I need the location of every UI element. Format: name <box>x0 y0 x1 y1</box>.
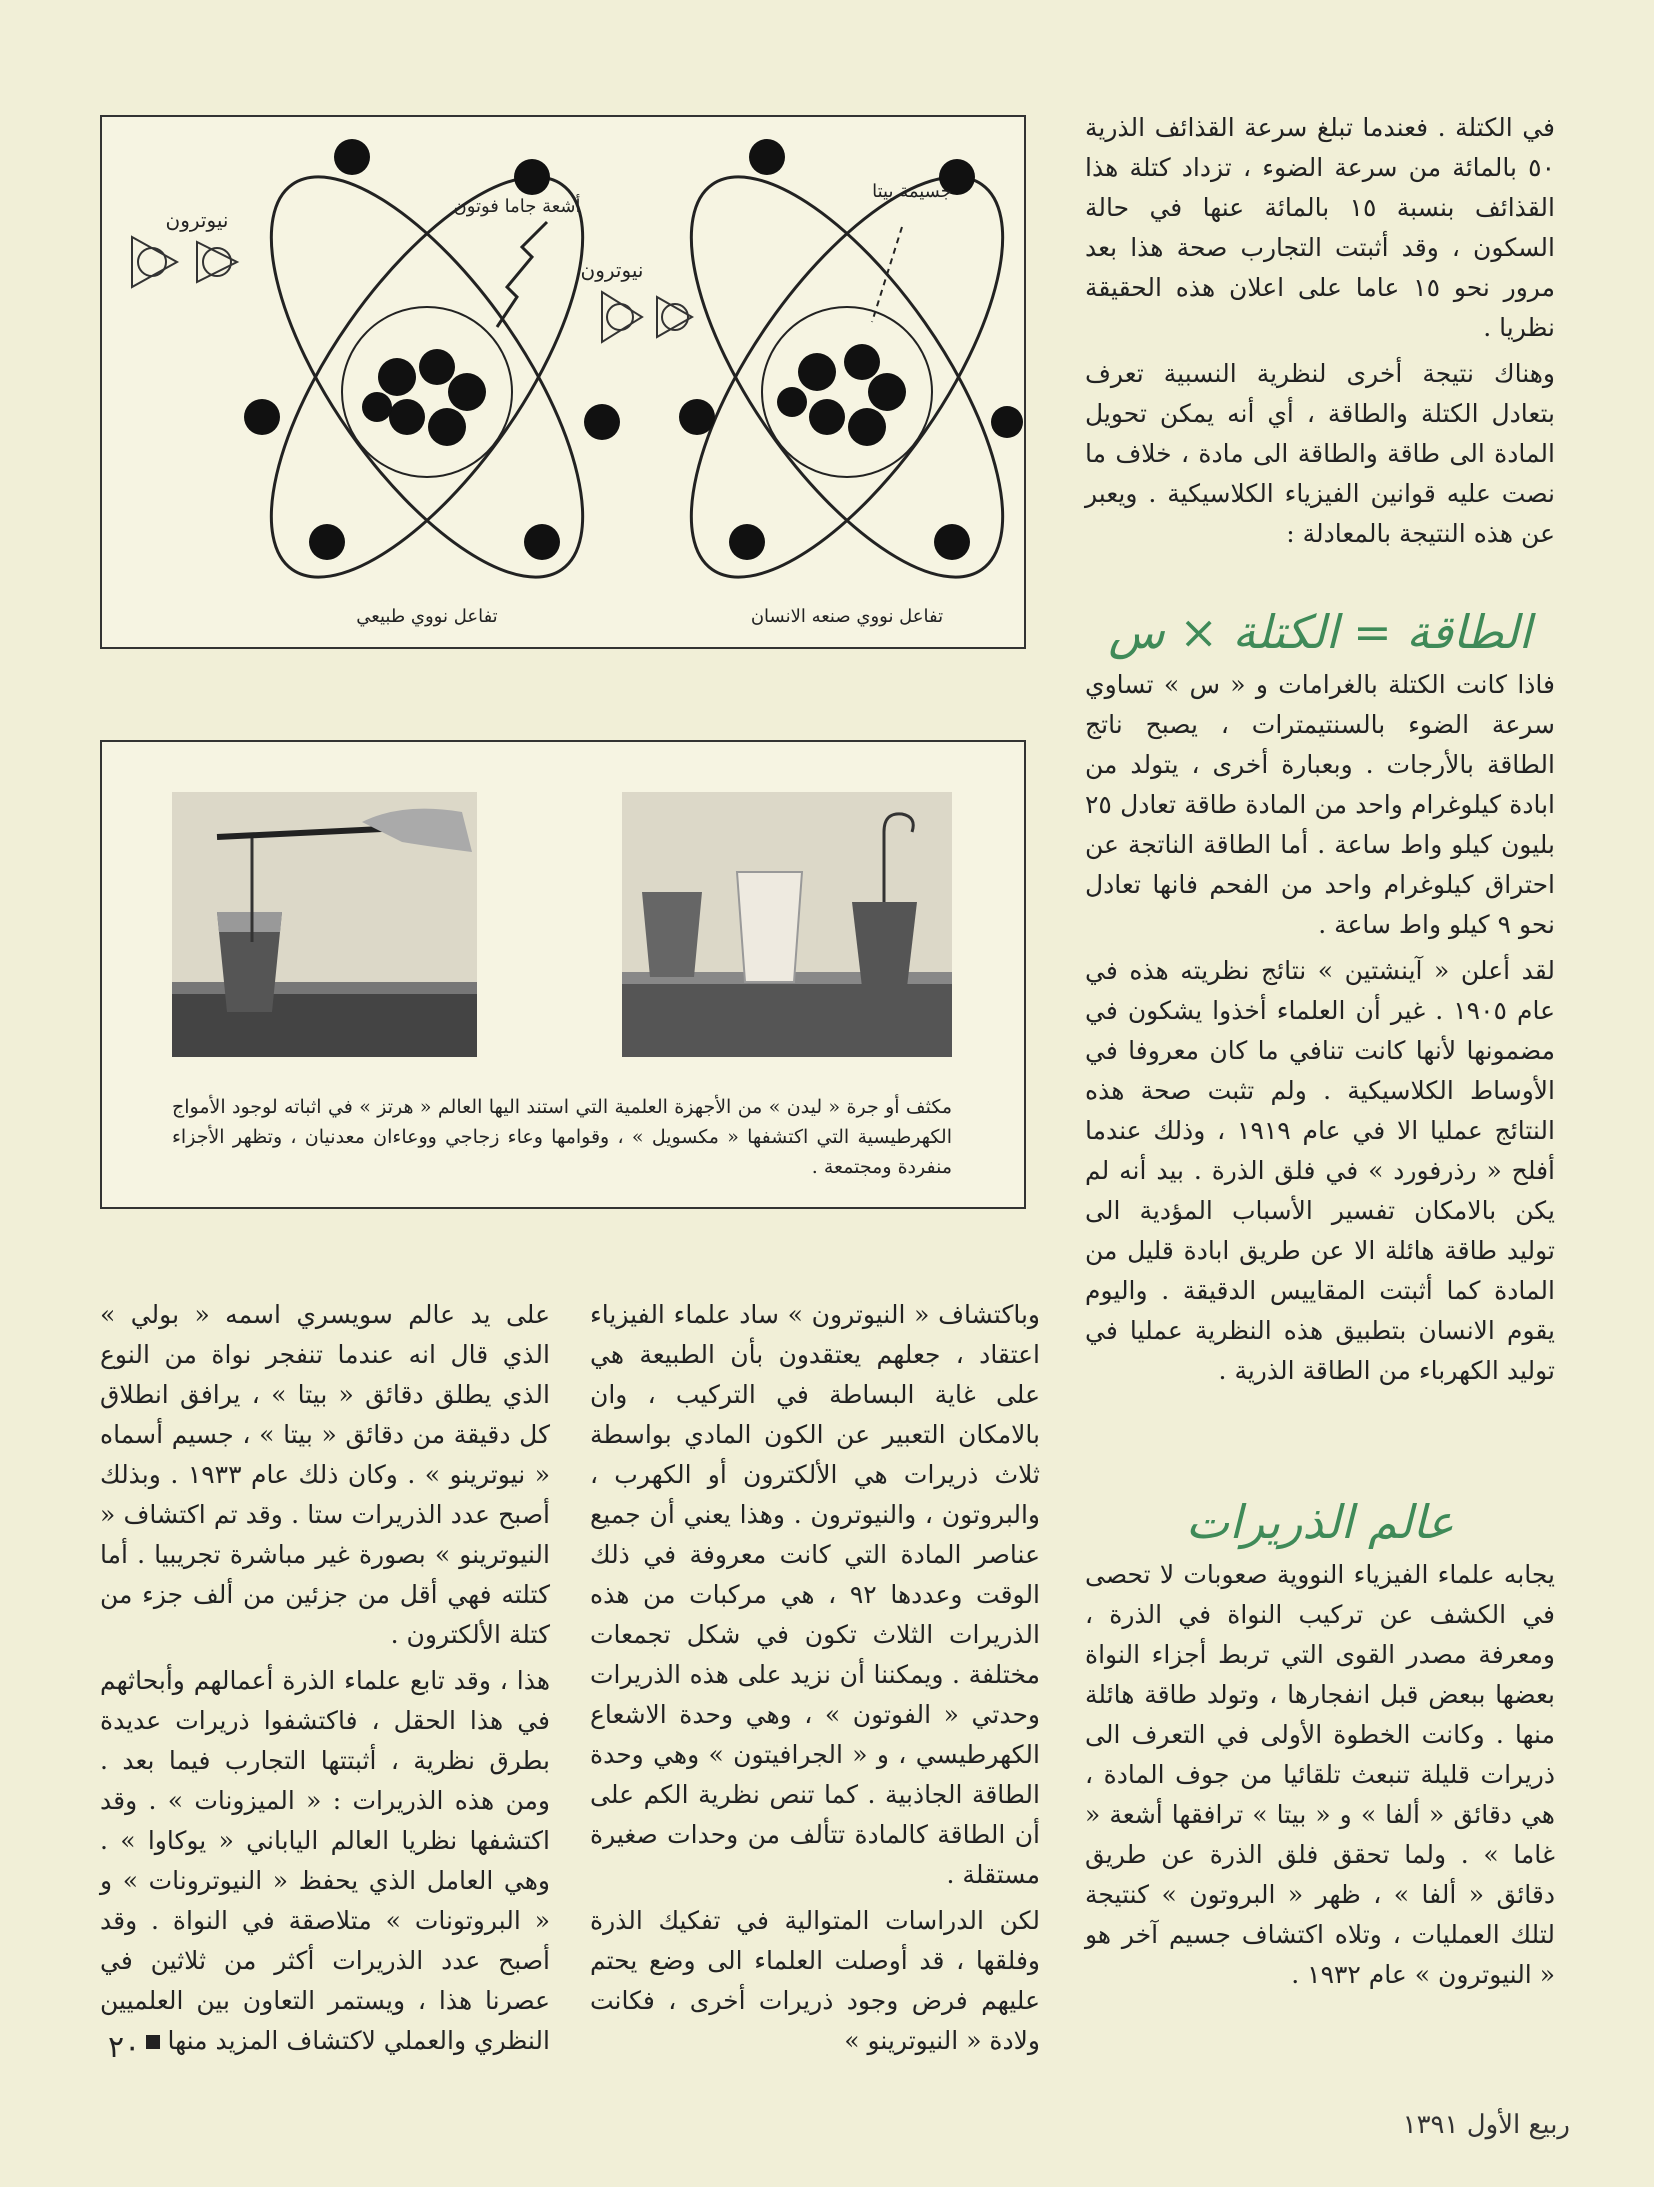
atom-diagram <box>102 117 1024 647</box>
right-column <box>1085 108 1555 560</box>
paragraph: وباكتشاف « النيوترون » ساد علماء الفيزياء اعتقاد ، جعلهم يعتقدون بأن الطبيعة هي على غاية البساطة في التركيب ، وان بالامكان التعبير عن الكون المادي بواسطة ثلاث ذريرات هي الألكترون أو الكهرب ، والبروتون ، والنيوترون . وهذا يعني أن جميع عناصر المادة التي كانت معروفة في ذلك الوقت وعددها ٩٢ ، هي مركبات من هذه الذريرات الثلاث تكون في شكل تجمعات مختلفة . ويمكننا أن نزيد على هذه الذريرات وحدتي « الفوتون » ، وهي وحدة الاشعاع الكهرطيسي ، و « الجرافيتون » وهي وحدة الطاقة الجاذبية . كما تنص نظرية الكم على أن الطاقة كالمادة تتألف من وحدات صغيرة مستقلة . <box>590 1300 1041 1889</box>
section-heading: عالم الذريرات <box>1185 1495 1455 1549</box>
paragraph: يجابه علماء الفيزياء النووية صعوبات لا تحصى في الكشف عن تركيب النواة في الذرة ، ومعرفة مصدر القوى التي تربط أجزاء النواة بعضها ببعض قبل انفجارها ، وتولد طاقة هائلة منها . وكانت الخطوة الأولى في التعرف الى ذريرات قليلة تنبعث تلقائيا من جوف المادة ، هي دقائق « ألفا » و « بيتا » ترافقها أشعة « غاما » . ولما تحقق فلق الذرة عن طريق دقائق « ألفا » ، ظهر « البروتون » كنتيجة لتلك العمليات ، وتلاه اكتشاف جسيم آخر هو « النيوترون » عام ١٩٣٢ . <box>1085 1560 1555 1989</box>
right-title: تفاعل نووي صنعه الانسان <box>750 606 944 627</box>
left-title: تفاعل نووي طبيعي <box>356 606 498 627</box>
gamma-label: أشعة جاما فوتون <box>453 196 581 217</box>
left-particle-label: نيوترون <box>165 208 229 232</box>
leyden-jar-frame <box>100 740 1026 1209</box>
leyden-jar-photo-assembled <box>172 792 477 1057</box>
middle-column <box>590 1295 1040 2067</box>
paragraph: لكن الدراسات المتوالية في تفكيك الذرة وفلقها ، قد أوصلت العلماء الى وضع يحتم عليهم فرض وجود ذريرات أخرى ، فكانت ولادة « النيوترينو » <box>590 1906 1040 2055</box>
right-particle-label: نيوترون <box>580 258 644 282</box>
right-nucleus <box>777 344 906 446</box>
atom-diagram-frame <box>100 115 1026 649</box>
leyden-jar-photo-separated <box>622 792 952 1057</box>
paragraph: وهناك نتيجة أخرى لنظرية النسبية تعرف بتعادل الكتلة والطاقة ، أي أنه يمكن تحويل المادة الى طاقة والطاقة الى مادة ، خلاف ما نصت عليه قوانين الفيزياء الكلاسيكية . ويعبر عن هذه النتيجة بالمعادلة : <box>1085 359 1555 548</box>
beta-particle <box>872 227 902 322</box>
equation-heading: الطاقة = الكتلة × س <box>1108 605 1532 659</box>
left-column <box>100 1295 550 2067</box>
footer-date: ربيع الأول ١٣٩١ <box>1402 2110 1570 2140</box>
paragraph-text: هذا ، وقد تابع علماء الذرة أعمالهم وأبحاثهم في هذا الحقل ، فاكتشفوا ذريرات عديدة بطرق نظرية ، أثبتتها التجارب فيما بعد . ومن هذه الذريرات : « الميزونات » . وقد اكتشفها نظريا العالم الياباني « يوكاوا » . وهي العامل الذي يحفظ « النيوترونات » و « البروتونات » متلاصقة في النواة . وقد أصبح عدد الذريرات أكثر من ثلاثين في عصرنا هذا ، ويستمر التعاون بين العلميين النظري والعملي لاكتشاف المزيد منها <box>100 1666 550 2055</box>
paragraph <box>100 1661 550 2061</box>
page-number: ٢٠ <box>108 2030 141 2065</box>
right-incoming-neutrons <box>602 292 692 342</box>
right-column-section <box>1085 1555 1555 2001</box>
paragraph: في الكتلة . فعندما تبلغ سرعة القذائف الذرية ٥٠ بالمائة من سرعة الضوء ، تزداد كتلة هذا القذائف بنسبة ١٥ بالمائة عنها في حالة السكون ، وقد أثبتت التجارب صحة هذا بعد مرور نحو ١٥ عاما على اعلان هذه الحقيقة نظريا . <box>1085 113 1555 342</box>
left-nucleus <box>362 349 486 446</box>
photo-caption: مكثف أو جرة « ليدن » من الأجهزة العلمية التي استند اليها العالم « هرتز » في اثباته لوجود الأمواج الكهرطيسية التي اكتشفها « مكسويل » ، وقوامها وعاء زجاجي ووعاءان معدنيان ، وتظهر الأجزاء منفردة ومجتمعة . <box>172 1096 952 1178</box>
left-incoming-neutrons <box>132 237 237 287</box>
paragraph: لقد أعلن « آينشتين » نتائج نظريته هذه في عام ١٩٠٥ . غير أن العلماء أخذوا يشكون في مضمونها لأنها كانت تنافي ما كان معروفا في الأوساط الكلاسيكية . ولم تثبت صحة هذه النتائج عمليا الا في عام ١٩١٩ ، وذلك عندما أفلح « رذرفورد » في فلق الذرة . بيد أنه لم يكن بالامكان تفسير الأسباب المؤدية الى توليد طاقة هائلة الا عن طريق ابادة قليل من المادة كما أثبتت المقاييس الدقيقة . واليوم يقوم الانسان بتطبيق هذه النظرية عمليا في توليد الكهرباء من الطاقة الذرية . <box>1085 956 1555 1385</box>
gamma-ray <box>497 222 547 327</box>
beta-label: جسيمة بيتا <box>872 181 952 202</box>
paragraph: على يد عالم سويسري اسمه « بولي » الذي قال انه عندما تنفجر نواة من النوع الذي يطلق دقائق « بيتا » ، يرافق انطلاق كل دقيقة من دقائق « بيتا » ، جسيم أسماه « نيوترينو » . وكان ذلك عام ١٩٣٣ . وبذلك أصبح عدد الذريرات ستا . وقد تم اكتشاف « النيوترينو » بصورة غير مباشرة تجريبيا . أما كتلته فهي أقل من جزئين من ألف جزء من كتلة الألكترون . <box>100 1300 550 1649</box>
right-column-continued <box>1085 665 1555 1397</box>
paragraph: فاذا كانت الكتلة بالغرامات و « س » تساوي سرعة الضوء بالسنتيمترات ، يصبح ناتج الطاقة بالأرجات . وبعبارة أخرى ، يتولد من ابادة كيلوغرام واحد من المادة طاقة تعادل ٢٥ بليون كيلو واط ساعة . أما الطاقة الناتجة عن احتراق كيلوغرام واحد من الفحم فانها تعادل نحو ٩ كيلو واط ساعة . <box>1085 670 1555 939</box>
end-mark-icon <box>146 2035 160 2049</box>
